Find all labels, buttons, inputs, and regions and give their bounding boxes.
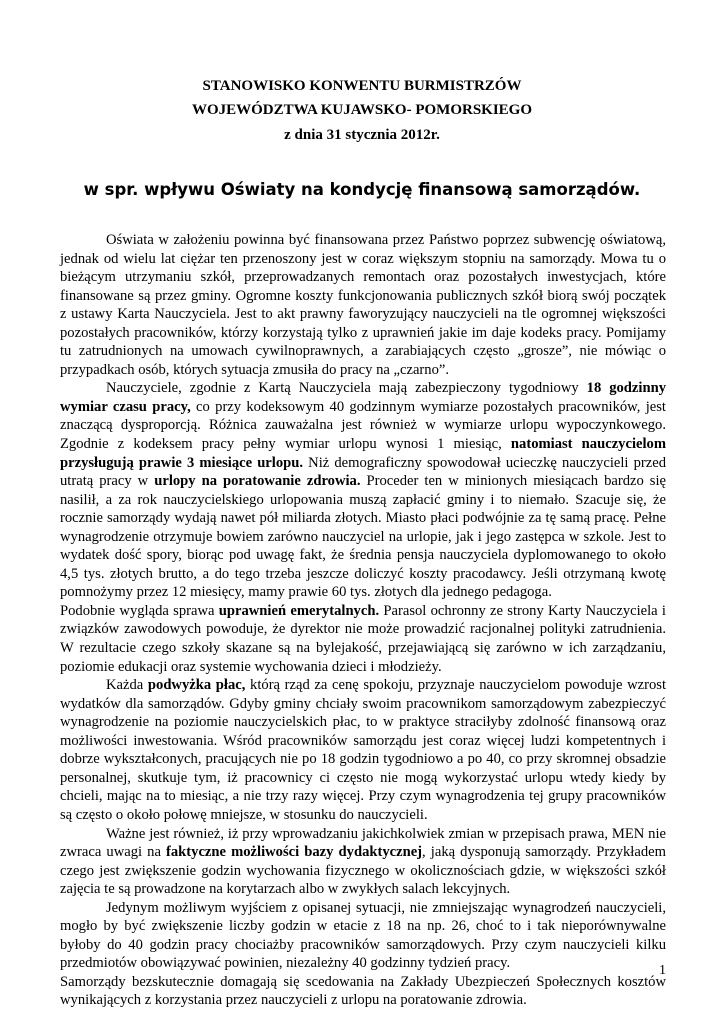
document-body xyxy=(60,231,666,1010)
paragraph-text: Oświata w założeniu powinna być finansowana przez Państwo poprzez subwencję oświatową, jednak od wielu lat ciężar ten przenoszony jest w coraz większym stopniu na samorządy. Mowa tu o bieżącym utrzymaniu szkół, przeprowadzanych remontach oraz pozostałych inwestycjach, które finansowane są przez gminy. Ogromne koszty funkcjonowania publicznych szkół biorą swój początek z ustawy Karta Nauczyciela. Jest to akt prawny faworyzujący nauczycieli na tle ogromnej większości pozostałych pracowników, którzy korzystają tylko z uprawnień jakie im daje kodeks pracy. Pomijamy tu zatrudnionych na umowach cywilnoprawnych, a zarabiających często „grosze”, nie mówiąc o przypadkach osób, których sytuacja zmusiła do pracy na „czarno”. xyxy=(60,232,666,378)
page-number: 1 xyxy=(659,963,666,978)
paragraph-7 xyxy=(60,973,666,1010)
paragraph-text: Parasol ochronny ze strony Karty Nauczyciela i związków zawodowych powoduje, że dyrektor nie może prowadzić racjonalnej polityki zatrudnienia. W rezultacie czego szkoły skazane są na bylejakość, przejawiającą się zarówno w ich zarządzaniu, poziomie edukacji oraz systemie wychowania dzieci i młodzieży. xyxy=(60,602,666,675)
paragraph-text: Proceder ten w minionych miesiącach bardzo się nasilił, a za rok nauczycielskiego urlopowania muszą zapłacić gminy i to niemało. Szacuje się, że rocznie samorządy wydają nawet pół miliarda złotych. Miasto płaci podwójnie za tę samą pracę. Pełne wynagrodzenie otrzymuje bowiem zarówno nauczyciel na urlopie, jak i jego zastępca w szkole. Jest to wydatek dość spory, biorąc pod uwagę fakt, że średnia pensja nauczyciela dyplomowanego to około 4,5 tys. złotych brutto, a do tego trzeba jeszcze doliczyć koszty pracodawcy. Jeśli otrzymaną kwotę pomnożymy przez 12 miesięcy, mamy prawie 60 tys. złotych dla jednego pedagoga. xyxy=(60,473,666,601)
paragraph-5 xyxy=(60,825,666,899)
paragraph-3 xyxy=(60,602,666,676)
bold-phrase: faktyczne możliwości bazy dydaktycznej xyxy=(166,844,423,861)
header-date: z dnia 31 stycznia 2012r. xyxy=(284,127,440,143)
paragraph-text: Nauczyciele, zgodnie z Kartą Nauczyciela mają zabezpieczony tygodniowy xyxy=(106,380,587,397)
paragraph-text: , jaką dysponują samorządy. Przykładem czego jest zwiększenie godzin wychowania fizycznego w okolicznościach gdzie, w większości szkół zajęcia te są prowadzone na korytarzach albo w zwykłych salach lekcyjnych. xyxy=(60,844,666,898)
header-title-line-2: WOJEWÓDZTWA KUJAWSKO- POMORSKIEGO xyxy=(191,102,533,118)
bold-phrase: urlopy na poratowanie zdrowia. xyxy=(154,473,361,490)
paragraph-2 xyxy=(60,379,666,602)
bold-phrase: uprawnień emerytalnych. xyxy=(218,602,380,619)
paragraph-text: Podobnie wygląda sprawa xyxy=(60,602,219,619)
paragraph-1 xyxy=(60,231,666,379)
bold-phrase: natomiast nauczycielom przysługują prawie 3 miesiące urlopu. xyxy=(60,436,666,471)
paragraph-4 xyxy=(60,676,666,824)
paragraph-text: Jedynym możliwym wyjściem z opisanej sytuacji, nie zmniejszając wynagrodzeń nauczycieli, mogło by być zwiększenie liczby godzin w etacie z 18 na np. 26, choć to i tak nieporównywalne byłoby do 40 godzin pracy chociażby pracowników samorządowych. Przy czym nauczycieli kilku przedmiotów obowiązywać powinien, niezależny 40 godzinny tydzień pracy. xyxy=(60,899,666,972)
paragraph-text: Niż demograficzny spowodował ucieczkę nauczycieli przed utratą pracy w xyxy=(60,454,666,490)
paragraph-text: co przy kodeksowym 40 godzinnym wymiarze pozostałych pracowników, jest znaczącą dysproporcją. Różnica zauważalna jest również w wymiarze urlopu wypoczynkowego. Zgodnie z kodeksem pracy pełny wymiar urlopu wynosi 1 miesiąc, xyxy=(60,398,666,453)
paragraph-text: Ważne jest również, iż przy wprowadzaniu jakichkolwiek zmian w przepisach prawa, MEN nie zwraca uwagi na xyxy=(60,825,666,861)
header-title-line-1: STANOWISKO KONWENTU BURMISTRZÓW xyxy=(202,78,522,94)
document-subject: w spr. wpływu Oświaty na kondycję finansową samorządów. xyxy=(83,180,641,199)
bold-phrase: podwyżka płac, xyxy=(147,677,246,694)
paragraph-text: Każda xyxy=(106,677,148,694)
paragraph-text: Samorządy bezskutecznie domagają się scedowania na Zakłady Ubezpieczeń Społecznych kosztów wynikających z korzystania przez nauczycieli z urlopu na poratowanie zdrowia. xyxy=(60,973,666,1009)
paragraph-text: którą rząd za cenę spokoju, przyznaje nauczycielom powoduje wzrost wydatków dla samorządów. Gdyby gminy chciały swoim pracownikom samorządowym zabezpieczyć wynagrodzenie na poziomie nauczycielskich płac, to w praktyce straciłyby zdolność finansową oraz możliwości inwestowania. Wśród pracowników samorządu jest coraz więcej ludzi kompetentnych i dobrze wykształconych, pracujących nie po 18 godzin tygodniowo a po 40, co przy skromnej obsadzie personalnej, skutkuje tym, iż pracownicy ci często nie mogą wykorzystać urlopu wtedy kiedy by chcieli, mając na to miesiąc, a nie trzy razy więcej. Przy czym wynagrodzenia tej grupy pracowników są często o około połowę mniejsze, w stosunku do nauczycieli. xyxy=(60,677,667,823)
bold-phrase: 18 godzinny wymiar czasu pracy, xyxy=(60,380,666,415)
paragraph-6 xyxy=(60,899,666,973)
